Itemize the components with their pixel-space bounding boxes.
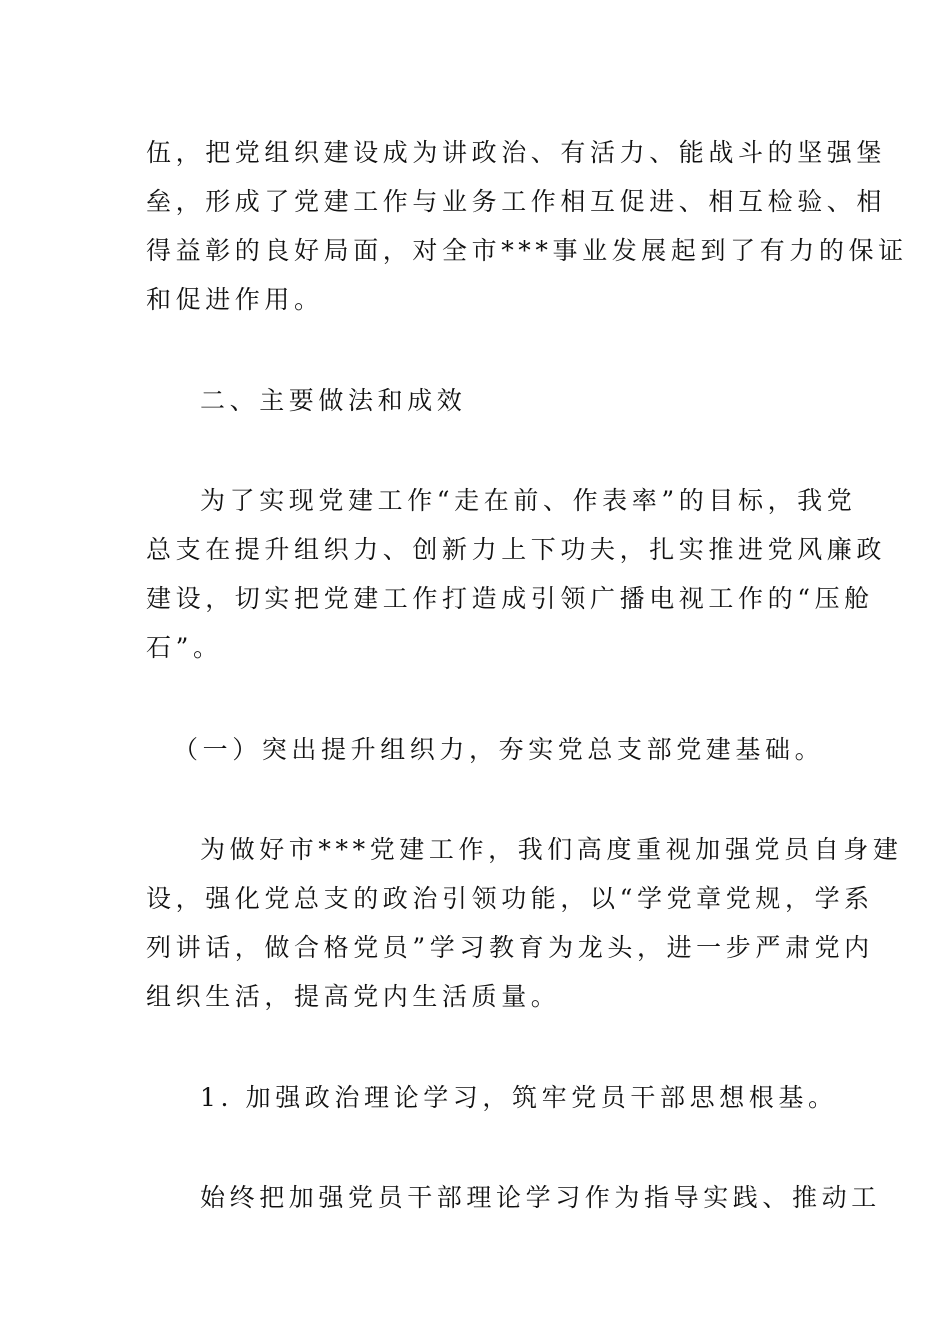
- paragraph-line: 为了实现党建工作“走在前、作表率”的目标，我党: [200, 486, 857, 515]
- paragraph-line: 垒，形成了党建工作与业务工作相互促进、相互检验、相: [146, 187, 887, 216]
- paragraph-line: 设，强化党总支的政治引领功能，以“学党章党规，学系: [146, 884, 874, 913]
- paragraph-3: [146, 825, 903, 1021]
- paragraph-line: 建设，切实把党建工作打造成引领广播电视工作的“压舱: [146, 584, 874, 613]
- paragraph-line: 始终把加强党员干部理论学习作为指导实践、推动工: [200, 1183, 881, 1212]
- paragraph-line: 为做好市***党建工作，我们高度重视加强党员自身建: [200, 835, 903, 864]
- subsection-heading: [146, 725, 825, 774]
- paragraph-line: 总支在提升组织力、创新力上下功夫，扎实推进党风廉政: [146, 535, 887, 564]
- paragraph-1: [146, 128, 908, 324]
- paragraph-line: 组织生活，提高党内生活质量。: [146, 982, 561, 1011]
- subsection-heading-text: （一）突出提升组织力，夯实党总支部党建基础。: [173, 735, 825, 764]
- section-heading: [146, 376, 806, 425]
- paragraph-line: 得益彰的良好局面，对全市***事业发展起到了有力的保证: [146, 236, 908, 265]
- paragraph-4: [146, 1173, 881, 1222]
- paragraph-line: 和促进作用。: [146, 285, 324, 314]
- paragraph-line: 伍，把党组织建设成为讲政治、有活力、能战斗的坚强堡: [146, 138, 887, 167]
- numbered-item: [146, 1073, 838, 1122]
- section-heading-text: 二、主要做法和成效: [200, 386, 467, 415]
- paragraph-line: 列讲话，做合格党员”学习教育为龙头，进一步严肃党内: [146, 933, 874, 962]
- paragraph-2: [146, 476, 887, 672]
- paragraph-line: 石”。: [146, 633, 223, 662]
- numbered-item-text: 1. 加强政治理论学习，筑牢党员干部思想根基。: [200, 1083, 838, 1112]
